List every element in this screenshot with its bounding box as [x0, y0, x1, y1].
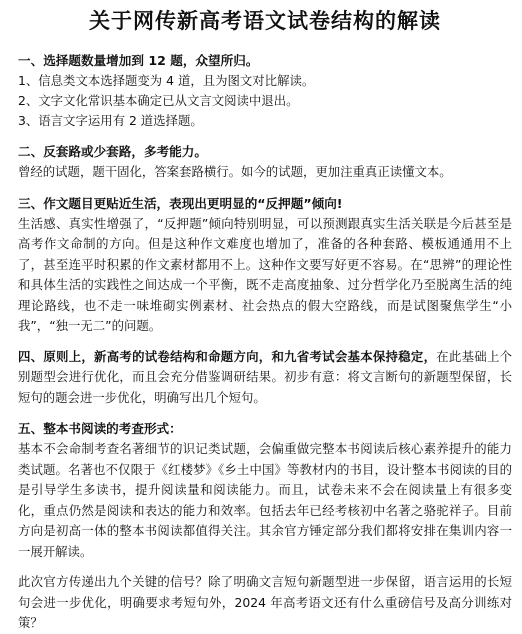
section-5 [18, 418, 512, 562]
section-5-body: 基本不会命制考查名著细节的识记类试题，会偏重做完整本书阅读后核心素养提升的能力类试题。名著也不仅限于《红楼梦》《乡土中国》等教材内的书目，设计整本书阅读的目的是引导学生多读书，提升阅读量和阅读能力。而且，试卷未来不会在阅读量上有很多变化，重点仍然是阅读和表达的能力和效率。包括去年已经考核初中名著之骆驼祥子。目前方向是初高一体的整本书阅读都值得关注。其余官方锤定部分我们都将安排在集训内容一一展开解读。 [18, 441, 512, 559]
section-3-heading: 三、作文题目更贴近生活，表现出更明显的“反押题”倾向! [18, 195, 343, 211]
section-2-body: 曾经的试题，题干固化，答案套路横行。如今的试题，更加注重真正读懂文本。 [18, 164, 452, 179]
document-title: 关于网传新高考语文试卷结构的解读 [89, 8, 441, 33]
section-4 [18, 347, 512, 409]
section-1-item-1: 1、信息类文本选择题变为 4 道，且为图文对比解读。 [18, 73, 315, 88]
section-4-heading: 四、原则上，新高考的试卷结构和命题方向，和九省考试会基本保持稳定， [18, 348, 437, 364]
closing-section [18, 572, 512, 634]
section-3 [18, 193, 512, 337]
section-4-body: 在此基础上个别题型会进行优化，而且会充分借鉴调研结果。初步有意：将文言断句的新题型保留，长短句的题会进一步优化，明确写出几个短句。 [18, 348, 513, 405]
closing-paragraph: 此次官方传递出九个关键的信号？除了明确文言短句新题型进一步保留，语言运用的长短句会进一步优化，明确要求考短句外，2024 年高考语文还有什么重磅信号及高分训练对策？ [18, 574, 512, 630]
section-3-body: 生活感、真实性增强了，“反押题”倾向特别明显，可以预测跟真实生活关联是今后甚至是高考作文命制的方向。但是这种作文难度也增加了，准备的各种套路、模板通通用不上了，甚至连平时积累的作文素材都用不上。这种作文要写好更不容易。在“思辨”的理论性和具体生活的实践性之间达成一个平衡，既不走高度抽象、过分哲学化乃至脱离生活的纯理论路线，也不走一味堆砌实例素材、社会热点的假大空路线，而是试图聚焦学生“小我”，“独一无二”的问题。 [18, 215, 512, 333]
section-1-item-2: 2、文字文化常识基本确定已从文言文阅读中退出。 [18, 93, 299, 108]
section-1-item-3: 3、语言文字运用有 2 道选择题。 [18, 113, 203, 128]
section-4-paragraph [18, 347, 512, 409]
section-1-heading: 一、选择题数量增加到 12 题，众望所归。 [18, 53, 259, 68]
section-2 [18, 141, 512, 183]
section-5-heading: 五、整本书阅读的考查形式： [18, 421, 182, 436]
section-1 [18, 50, 512, 131]
section-2-heading: 二、反套路或少套路，多考能力。 [18, 144, 207, 159]
